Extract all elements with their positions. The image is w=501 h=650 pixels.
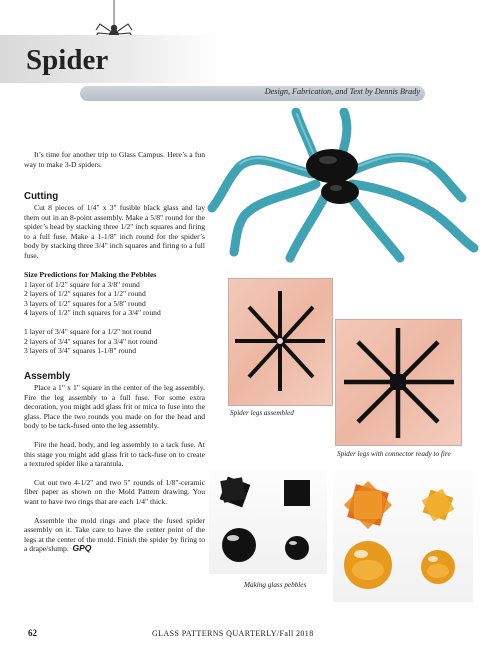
page-number: 62: [28, 628, 37, 638]
pebbles-amber-image: [333, 470, 473, 602]
gpq-end-mark: GPQ: [72, 543, 92, 554]
size-predictions-heading: Size Predictions for Making the Pebbles: [24, 270, 157, 279]
pebbles-amber-photo: [333, 470, 473, 602]
assembly-paragraph-4: Assemble the mold rings and place the fused spider assembly on it. Take care to have the center point of the legs at the center of the mold. Finish the spider by firing to a drape/slump. GPQ: [24, 515, 205, 554]
pebbles-black-photo: [209, 470, 327, 574]
assembly-paragraph-3: Cut out two 4-1/2" and two 5" rounds of 1/8"-ceramic fiber paper as shown on the Mold Pattern drawing. You want to have two rings that are each 1/4" thick.: [24, 477, 205, 506]
cutting-heading: Cutting: [24, 191, 59, 202]
page-title: Spider: [26, 44, 109, 76]
size-line: 2 layers of 3/4" squares for a 3/4" not round: [24, 336, 158, 346]
magazine-footer: GLASS PATTERNS QUARTERLY/Fall 2018: [152, 629, 314, 638]
size-line: 3 layers of 3/4" squares 1-1/8" round: [24, 346, 137, 356]
legs-connector-photo: [336, 320, 461, 445]
spider-photo: [200, 108, 490, 273]
size-line: 4 layers of 1/2" inch squares for a 3/4" round: [24, 308, 161, 318]
intro-section: [24, 150, 205, 169]
legs-connector-caption: Spider legs with connector ready to fire: [337, 450, 451, 458]
size-line: 1 layer of 3/4" square for a 1/2" not round: [24, 326, 152, 336]
assembly-paragraph-1: Place a 1" x 1" square in the center of the leg assembly. Fire the leg assembly to a full fuse. For some extra decoration, you might add glass frit or mica to fuse into the glass. Place the two rounds you made on for the head and body to be tack-fused onto the leg assembly.: [24, 383, 205, 431]
assembly-heading: Assembly: [24, 371, 71, 382]
legs-assembled-photo: [229, 279, 332, 405]
legs-assembled-image: [229, 279, 332, 405]
size-line: 3 layers of 1/2" squares for a 5/8" round: [24, 298, 146, 308]
cutting-section: [24, 191, 205, 261]
pebbles-caption: Making glass pebbles: [244, 581, 307, 589]
size-line: 1 layer of 1/2" square for a 3/8" round: [24, 279, 140, 289]
size-line: 2 layers of 1/2" squares for a 1/2" round: [24, 289, 146, 299]
byline: Design, Fabrication, and Text by Dennis Brady: [264, 87, 420, 96]
size-predictions-section: [24, 270, 205, 356]
intro-paragraph: It’s time for another trip to Glass Campus. Here’s a fun way to make 3-D spiders.: [24, 150, 205, 169]
assembly-section: [24, 371, 205, 554]
pebbles-black-image: [209, 470, 327, 574]
assembly-paragraph-2: Fire the head, body, and leg assembly to a tack fuse. At this stage you might add glass frit to tack-fuse on to create a textured spider like a tarantula.: [24, 439, 205, 469]
cutting-paragraph: Cut 8 pieces of 1/4" x 3" fusible black glass and lay them out in an 8-point assembly. Make a 5/8" round for the spider’s head by stacking three 1/2" inch squares and firing to a full fuse. Make a 1-1/8" inch round for the spider’s body by stacking three 3/4" inch squares and firing to a full fuse.: [24, 203, 205, 260]
legs-assembled-caption: Spider legs assembled: [230, 409, 294, 417]
legs-connector-image: [336, 320, 461, 445]
